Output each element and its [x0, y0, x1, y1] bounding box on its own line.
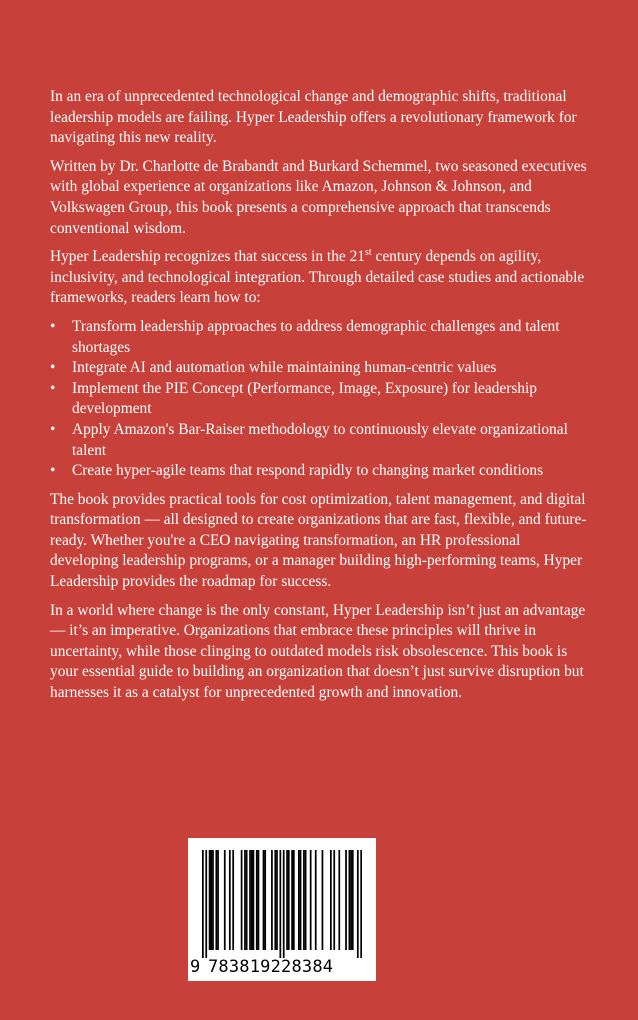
barcode-bar: [300, 850, 302, 950]
barcode-bar: [253, 850, 255, 950]
bullet-list: [50, 317, 590, 482]
barcode-bar: [349, 850, 351, 950]
barcode-bar: [357, 850, 359, 958]
ordinal-superscript: st: [364, 247, 372, 259]
barcode-bar: [293, 850, 295, 950]
barcode-bar: [202, 850, 204, 958]
bullet-item: • Create hyper-agile teams that respond rapidly to changing market conditions: [72, 461, 590, 482]
barcode-bar: [276, 850, 278, 950]
paragraph-authors: Written by Dr. Charlotte de Brabandt and Burkard Schemmel, two seasoned executives with global experience at organizations like Amazon, Johnson & Johnson, and Volkswagen Group, this book presents a comprehensive approach that transcends conventional wisdom.: [50, 157, 587, 237]
barcode-bar: [244, 850, 246, 950]
barcode-bar: [232, 850, 234, 950]
barcode-bar: [352, 850, 354, 950]
barcode-bar: [251, 850, 253, 950]
barcode-bar: [249, 850, 251, 950]
bullet-item: • Transform leadership approaches to address demographic challenges and talent shortages: [72, 317, 590, 358]
paragraph-tools: The book provides practical tools for cost optimization, talent management, and digital transformation — all designed to create organizations that are fast, flexible, and future-ready. Whether you're a CEO navigating transformation, an HR professional developing leadership programs, or a manager building high-performing teams, Hyper Leadership provides the roadmap for success.: [50, 490, 587, 591]
barcode-first-digit: 9: [190, 957, 201, 977]
barcode-bar: [217, 850, 219, 950]
barcode-bar: [315, 850, 317, 950]
barcode-bar: [212, 850, 214, 950]
barcode-bar: [291, 850, 293, 950]
barcode-bar: [256, 850, 258, 950]
barcode-bar: [271, 850, 273, 950]
barcode-bar: [310, 850, 312, 950]
barcode-digits: 783819228384: [208, 957, 334, 977]
paragraph-success-before: Hyper Leadership recognizes that success in the 21: [50, 248, 365, 266]
barcode-bar: [274, 850, 276, 950]
barcode-bar: [298, 850, 300, 950]
bullet-item: • Implement the PIE Concept (Performance, Image, Exposure) for leadership development: [72, 379, 590, 420]
barcode-bar: [303, 850, 305, 950]
barcode-bar: [264, 850, 266, 950]
barcode-bar: [224, 850, 226, 950]
barcode-bar: [241, 850, 243, 950]
isbn-barcode: [188, 838, 376, 981]
barcode-bar: [322, 850, 324, 950]
barcode-bar: [338, 850, 340, 950]
back-cover-text: [50, 87, 590, 712]
barcode-bar: [209, 850, 211, 950]
barcode-bar: [279, 850, 281, 958]
barcode-bar: [263, 850, 265, 950]
barcode-bar: [305, 850, 307, 950]
barcode-bar: [210, 850, 212, 950]
barcode-bar: [333, 850, 335, 950]
bullet-item: • Integrate AI and automation while maintaining human-centric values: [72, 358, 590, 379]
barcode-bar: [286, 850, 288, 950]
barcode-bar: [288, 850, 290, 950]
barcode-bar: [330, 850, 332, 950]
barcode-bars: [202, 850, 362, 958]
paragraph-success-after: century depends on agility, inclusivity, and technological integration. Through detailed case studies and actionable frameworks, readers learn how to:: [50, 248, 585, 307]
barcode-bar: [246, 850, 248, 950]
barcode-bar: [345, 850, 347, 950]
barcode-bar: [215, 850, 217, 950]
paragraph-intro: In an era of unprecedented technological change and demographic shifts, traditional leadership models are failing. Hyper Leadership offers a revolutionary framework for navigating this new reality.: [50, 88, 577, 147]
barcode-bar: [360, 850, 362, 958]
bullet-item: • Apply Amazon's Bar-Raiser methodology to continuously elevate organizational talent: [72, 420, 590, 461]
barcode-bar: [283, 850, 285, 958]
barcode-bar: [205, 850, 207, 958]
paragraph-success: [50, 247, 590, 309]
barcode-bar: [229, 850, 231, 950]
barcode-bar: [258, 850, 260, 950]
barcode-bar: [350, 850, 352, 950]
paragraph-conclusion: In a world where change is the only constant, Hyper Leadership isn’t just an advantage — it’s an imperative. Organizations that embrace these principles will thrive in uncertainty, while those clinging to outdated models risk obsolescence. This book is your essential guide to building an organization that doesn’t just survive disruption but harnesses it as a catalyst for unprecedented growth and innovation.: [50, 601, 586, 702]
